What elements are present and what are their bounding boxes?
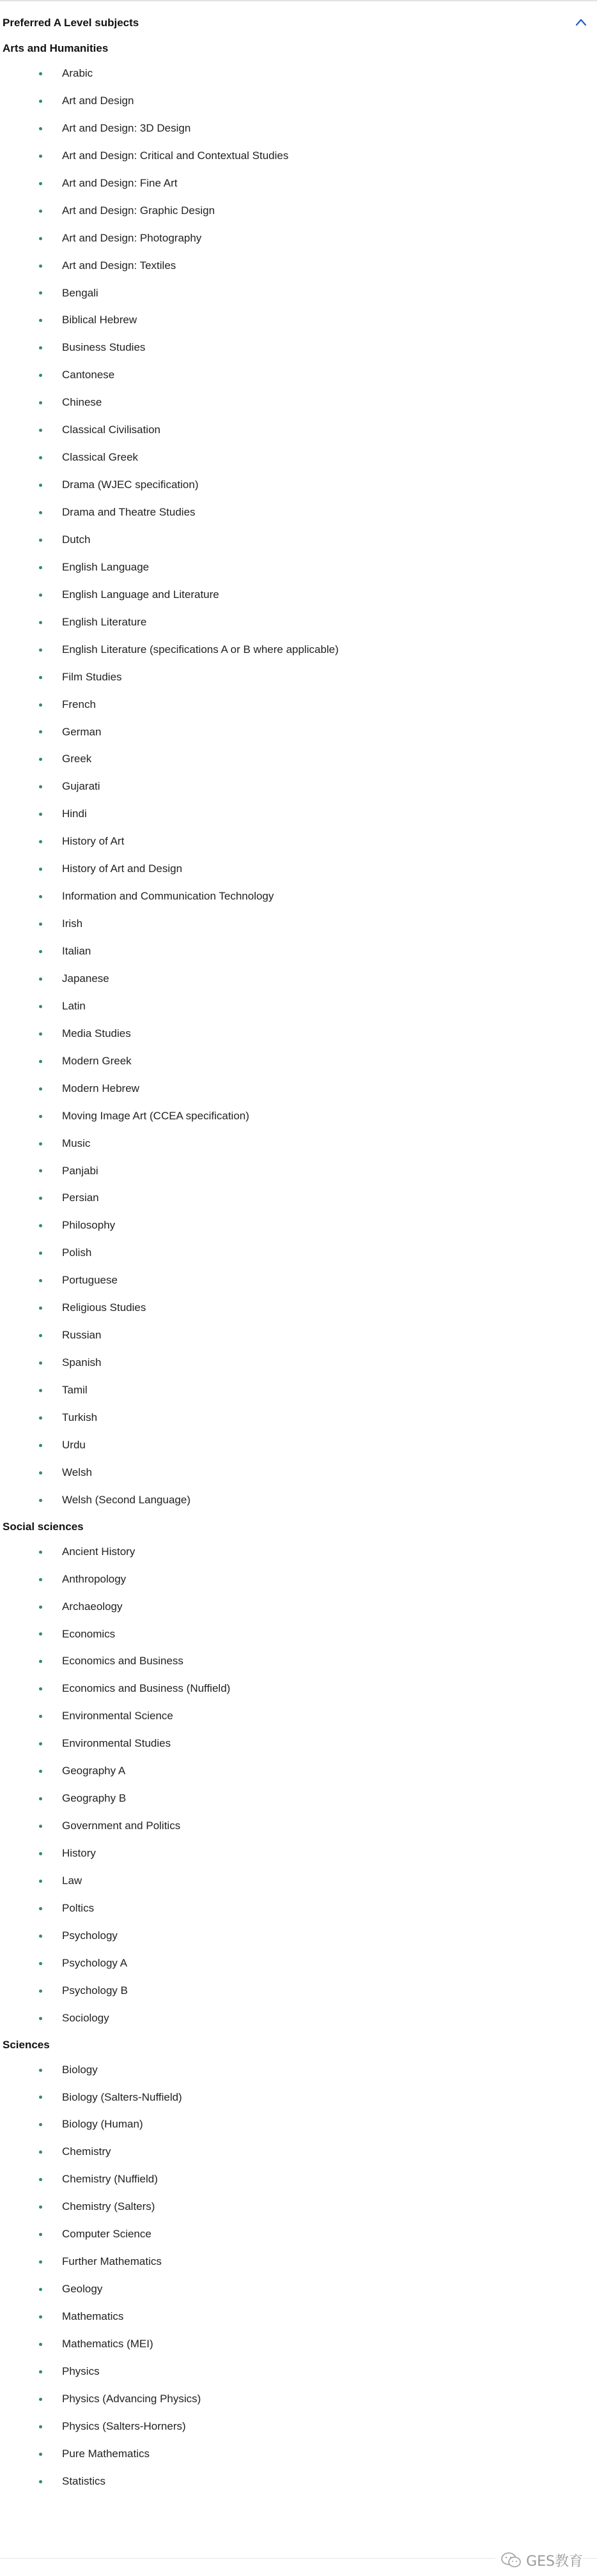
subject-list-item	[0, 801, 597, 828]
subject-label: Turkish	[62, 1411, 98, 1423]
subject-label: Chinese	[62, 396, 102, 409]
subject-label: Psychology	[62, 1929, 118, 1942]
bullet-icon	[39, 2398, 42, 2401]
bullet-icon	[39, 758, 42, 761]
bullet-icon	[39, 2069, 42, 2072]
subject-label: Spanish	[62, 1356, 102, 1369]
subject-label: Drama and Theatre Studies	[62, 506, 196, 518]
subject-list-item	[0, 2057, 597, 2084]
subject-label: Welsh	[62, 1466, 92, 1478]
bullet-icon	[39, 1907, 42, 1910]
subject-list-item	[0, 965, 597, 993]
subject-label: Latin	[62, 999, 86, 1012]
subject-list-item	[0, 88, 597, 115]
subject-label: Government and Politics	[62, 1820, 181, 1832]
bullet-icon	[39, 1935, 42, 1938]
subject-list-item	[0, 1294, 597, 1322]
bullet-icon	[39, 1770, 42, 1773]
bullet-icon	[39, 840, 42, 843]
subject-list-item	[0, 1377, 597, 1404]
subject-label: Japanese	[62, 972, 109, 985]
bullet-icon	[39, 2370, 42, 2373]
subject-list-item	[0, 1020, 597, 1048]
subject-list-item	[0, 280, 597, 307]
subject-label: Classical Greek	[62, 451, 139, 464]
subject-list-item	[0, 1487, 597, 1514]
subject-list-item	[0, 2441, 597, 2468]
subject-list-item	[0, 1593, 597, 1621]
subject-label: Panjabi	[62, 1164, 98, 1177]
category-sciences	[0, 2034, 597, 2496]
bullet-icon	[39, 2017, 42, 2020]
subject-label: Sociology	[62, 2011, 109, 2024]
subject-list-item	[0, 362, 597, 389]
subject-label: Geography B	[62, 1792, 127, 1805]
subject-list	[0, 1538, 597, 2032]
subject-list-item	[0, 910, 597, 938]
bullet-icon	[39, 977, 42, 981]
subject-list-item	[0, 1566, 597, 1593]
subject-list-item	[0, 499, 597, 526]
subject-label: History of Art	[62, 835, 125, 848]
bullet-icon	[39, 1444, 42, 1447]
subject-list-item	[0, 993, 597, 1020]
bullet-icon	[39, 1632, 42, 1636]
subject-list-item	[0, 855, 597, 883]
subject-label: English Literature	[62, 615, 147, 628]
bullet-icon	[39, 374, 42, 377]
bullet-icon	[39, 1087, 42, 1091]
subject-list-item	[0, 581, 597, 609]
subject-label: Irish	[62, 917, 83, 930]
subject-label: Chemistry (Nuffield)	[62, 2173, 158, 2186]
bullet-icon	[39, 594, 42, 597]
chevron-up-icon[interactable]	[573, 14, 589, 31]
subject-list-item	[0, 1432, 597, 1459]
bullet-icon	[39, 1224, 42, 1227]
bullet-icon	[39, 2453, 42, 2456]
subject-label: English Language	[62, 560, 150, 573]
subject-label: Biology (Human)	[62, 2118, 143, 2131]
bullet-icon	[39, 539, 42, 542]
subject-label: Arabic	[62, 67, 93, 79]
subject-list-item	[0, 471, 597, 499]
subject-label: Religious Studies	[62, 1301, 146, 1314]
bullet-icon	[39, 1416, 42, 1420]
bullet-icon	[39, 1606, 42, 1609]
subject-label: English Literature (specifications A or B where applicable)	[62, 643, 339, 656]
bullet-icon	[39, 1687, 42, 1690]
subject-label: Geography A	[62, 1765, 126, 1777]
subject-list-item	[0, 2331, 597, 2358]
subject-list-item	[0, 2413, 597, 2441]
wechat-icon	[500, 2552, 522, 2568]
bullet-icon	[39, 100, 42, 103]
bullet-icon	[39, 1005, 42, 1008]
bullet-icon	[39, 291, 42, 295]
bullet-icon	[39, 950, 42, 953]
subject-list-item	[0, 1212, 597, 1239]
bullet-icon	[39, 785, 42, 788]
subject-list-item	[0, 334, 597, 362]
subject-label: Bengali	[62, 286, 98, 299]
subject-label: Greek	[62, 753, 92, 765]
watermark-text: GES教育	[526, 2553, 583, 2570]
subject-label: Art and Design: Textiles	[62, 259, 176, 272]
accordion-header-preferred-a-level-subjects[interactable]	[0, 12, 597, 34]
subject-label: Music	[62, 1137, 91, 1149]
bullet-icon	[39, 923, 42, 926]
bullet-icon	[39, 1825, 42, 1828]
subject-list-item	[0, 828, 597, 855]
bullet-icon	[39, 676, 42, 679]
subject-list-item	[0, 1922, 597, 1950]
bullet-icon	[39, 1852, 42, 1855]
subject-list-item	[0, 2386, 597, 2413]
subject-list-item	[0, 1158, 597, 1185]
category-title: Arts and Humanities	[3, 42, 109, 54]
subject-list-item	[0, 2276, 597, 2303]
subject-list-item	[0, 1621, 597, 1648]
subject-list	[0, 60, 597, 1514]
bullet-icon	[39, 1880, 42, 1883]
bullet-icon	[39, 1389, 42, 1392]
category-social-sciences	[0, 1515, 597, 2032]
footer	[0, 2549, 597, 2576]
subject-label: Portuguese	[62, 1274, 118, 1287]
bullet-icon	[39, 1715, 42, 1718]
subject-list-item	[0, 444, 597, 471]
subject-list-item	[0, 719, 597, 746]
subject-label: Art and Design: Fine Art	[62, 176, 178, 189]
subject-list-item	[0, 1239, 597, 1267]
subject-label: Mathematics (MEI)	[62, 2337, 153, 2350]
subject-list-item	[0, 1703, 597, 1730]
bullet-icon	[39, 2178, 42, 2181]
bullet-icon	[39, 2096, 42, 2099]
subject-list-item	[0, 1404, 597, 1432]
bullet-icon	[39, 2123, 42, 2126]
subject-list-item	[0, 1103, 597, 1130]
subject-label: Welsh (Second Language)	[62, 1493, 190, 1506]
subject-label: Archaeology	[62, 1600, 123, 1613]
subject-label: Biblical Hebrew	[62, 314, 137, 326]
subject-list-item	[0, 60, 597, 88]
subject-label: Physics (Advancing Physics)	[62, 2392, 201, 2405]
bullet-icon	[39, 2315, 42, 2319]
subject-label: Pure Mathematics	[62, 2447, 150, 2460]
subject-label: Biology	[62, 2063, 98, 2076]
bullet-icon	[39, 1142, 42, 1146]
bullet-icon	[39, 730, 42, 733]
bullet-icon	[39, 2425, 42, 2428]
bullet-icon	[39, 429, 42, 432]
bullet-icon	[39, 1169, 42, 1172]
subject-label: Psychology A	[62, 1956, 128, 1969]
subject-list-item	[0, 2468, 597, 2496]
bullet-icon	[39, 1742, 42, 1745]
category-title: Social sciences	[3, 1520, 84, 1533]
bullet-icon	[39, 264, 42, 268]
accordion-title: Preferred A Level subjects	[3, 17, 139, 29]
bullet-icon	[39, 648, 42, 652]
subject-label: History	[62, 1847, 96, 1859]
subject-label: Drama (WJEC specification)	[62, 479, 199, 491]
subject-list-item	[0, 2303, 597, 2331]
bullet-icon	[39, 127, 42, 130]
subject-label: Ancient History	[62, 1545, 136, 1558]
bullet-icon	[39, 2343, 42, 2346]
subject-list-item	[0, 1785, 597, 1813]
subject-label: Economics and Business (Nuffield)	[62, 1682, 231, 1695]
bullet-icon	[39, 72, 42, 75]
subject-label: Tamil	[62, 1384, 88, 1396]
subject-label: Film Studies	[62, 670, 122, 683]
bullet-icon	[39, 2288, 42, 2291]
bullet-icon	[39, 1471, 42, 1475]
bullet-icon	[39, 1989, 42, 1993]
bullet-icon	[39, 868, 42, 871]
subject-list-item	[0, 773, 597, 801]
subject-label: Cantonese	[62, 369, 115, 381]
bullet-icon	[39, 210, 42, 213]
subject-list-item	[0, 2138, 597, 2166]
subject-list-item	[0, 1075, 597, 1103]
subject-list-item	[0, 2005, 597, 2032]
bullet-icon	[39, 1551, 42, 1554]
bullet-icon	[39, 1197, 42, 1200]
subject-list-item	[0, 2166, 597, 2193]
bullet-icon	[39, 703, 42, 707]
bullet-icon	[39, 1499, 42, 1502]
bullet-icon	[39, 621, 42, 624]
subject-list-item	[0, 691, 597, 719]
subject-label: Modern Hebrew	[62, 1082, 139, 1094]
subject-label: Chemistry	[62, 2145, 111, 2158]
subject-list-item	[0, 1349, 597, 1377]
subject-label: Information and Communication Technology	[62, 890, 274, 903]
subject-list-item	[0, 1758, 597, 1785]
subject-label: Modern Greek	[62, 1054, 132, 1067]
subject-list-item	[0, 1267, 597, 1294]
accordion-content	[0, 37, 597, 2497]
subject-list-item	[0, 883, 597, 910]
subject-list-item	[0, 1840, 597, 1867]
subject-list-item	[0, 1048, 597, 1075]
subject-label: Classical Civilisation	[62, 424, 160, 436]
bullet-icon	[39, 895, 42, 898]
subject-label: Physics	[62, 2365, 100, 2377]
bullet-icon	[39, 2233, 42, 2236]
bullet-icon	[39, 1797, 42, 1800]
subject-label: Psychology B	[62, 1984, 128, 1997]
subject-label: Chemistry (Salters)	[62, 2200, 155, 2213]
subject-list-item	[0, 1322, 597, 1349]
subject-list-item	[0, 2358, 597, 2386]
subject-label: Poltics	[62, 1901, 95, 1914]
subject-list-item	[0, 170, 597, 197]
subject-label: Philosophy	[62, 1219, 116, 1232]
subject-list-item	[0, 1977, 597, 2005]
subject-label: Biology (Salters-Nuffield)	[62, 2090, 182, 2103]
subject-list-item	[0, 225, 597, 252]
subject-label: Statistics	[62, 2474, 106, 2487]
subject-list-item	[0, 389, 597, 417]
bullet-icon	[39, 237, 42, 240]
bullet-icon	[39, 1361, 42, 1365]
subject-list-item	[0, 938, 597, 965]
bullet-icon	[39, 2205, 42, 2209]
subject-list-item	[0, 1813, 597, 1840]
subject-label: Law	[62, 1874, 82, 1887]
bullet-icon	[39, 155, 42, 158]
subject-list-item	[0, 115, 597, 142]
bullet-icon	[39, 456, 42, 459]
bullet-icon	[39, 1115, 42, 1118]
subject-list-item	[0, 1950, 597, 1977]
subject-label: Media Studies	[62, 1027, 131, 1039]
subject-label: Moving Image Art (CCEA specification)	[62, 1109, 249, 1122]
subject-list-item	[0, 2221, 597, 2248]
subject-label: Art and Design	[62, 94, 134, 107]
subject-list-item	[0, 1730, 597, 1758]
bullet-icon	[39, 511, 42, 514]
subject-label: Gujarati	[62, 780, 100, 793]
subject-list-item	[0, 2111, 597, 2138]
subject-list-item	[0, 307, 597, 334]
subject-label: Italian	[62, 945, 91, 957]
subject-label: Economics and Business	[62, 1655, 183, 1667]
bullet-icon	[39, 1307, 42, 1310]
subject-list-item	[0, 526, 597, 554]
category-title: Sciences	[3, 2038, 50, 2051]
subject-list-item	[0, 609, 597, 636]
bullet-icon	[39, 1060, 42, 1063]
watermark	[495, 2549, 583, 2571]
bullet-icon	[39, 319, 42, 322]
bullet-icon	[39, 2480, 42, 2483]
subject-list-item	[0, 252, 597, 280]
subject-list-item	[0, 417, 597, 444]
subject-label: Hindi	[62, 808, 87, 820]
subject-list-item	[0, 1867, 597, 1895]
subject-label: Art and Design: Graphic Design	[62, 204, 215, 217]
subject-list-item	[0, 746, 597, 773]
bullet-icon	[39, 1660, 42, 1663]
bullet-icon	[39, 1279, 42, 1282]
bullet-icon	[39, 1032, 42, 1036]
bullet-icon	[39, 1962, 42, 1965]
subject-list-item	[0, 1184, 597, 1212]
subject-list-item	[0, 636, 597, 664]
subject-list-item	[0, 142, 597, 170]
subject-label: Further Mathematics	[62, 2255, 162, 2268]
subject-label: Art and Design: Photography	[62, 231, 202, 244]
subject-label: Economics	[62, 1627, 116, 1640]
bullet-icon	[39, 182, 42, 185]
subject-label: Polish	[62, 1246, 92, 1259]
bullet-icon	[39, 1578, 42, 1581]
subject-label: Physics (Salters-Horners)	[62, 2419, 186, 2432]
subject-label: Geology	[62, 2283, 103, 2296]
bullet-icon	[39, 1252, 42, 1255]
bullet-icon	[39, 346, 42, 349]
subject-list-item	[0, 1538, 597, 1566]
subject-list-item	[0, 1895, 597, 1922]
bullet-icon	[39, 1334, 42, 1337]
subject-list-item	[0, 2084, 597, 2112]
bullet-icon	[39, 2150, 42, 2154]
subject-list-item	[0, 664, 597, 691]
subject-list-item	[0, 1675, 597, 1703]
subject-label: History of Art and Design	[62, 862, 183, 875]
subject-list-item	[0, 2193, 597, 2221]
subject-label: Business Studies	[62, 341, 146, 354]
subject-label: French	[62, 698, 96, 710]
subject-label: Russian	[62, 1329, 102, 1342]
bullet-icon	[39, 2260, 42, 2264]
subject-label: Anthropology	[62, 1572, 127, 1585]
bullet-icon	[39, 813, 42, 816]
top-divider	[0, 0, 597, 1]
subject-list-item	[0, 554, 597, 581]
bullet-icon	[39, 566, 42, 569]
subject-label: Dutch	[62, 533, 91, 546]
bullet-icon	[39, 401, 42, 404]
subject-label: English Language and Literature	[62, 588, 219, 601]
subject-label: Urdu	[62, 1438, 86, 1451]
subject-label: Environmental Studies	[62, 1737, 171, 1750]
subject-label: Environmental Science	[62, 1710, 173, 1722]
subject-label: Computer Science	[62, 2228, 151, 2241]
subject-label: Art and Design: 3D Design	[62, 121, 191, 134]
subject-list-item	[0, 197, 597, 225]
subject-list-item	[0, 1130, 597, 1158]
subject-label: Art and Design: Critical and Contextual Studies	[62, 149, 289, 162]
subject-list-item	[0, 1648, 597, 1675]
subject-label: Mathematics	[62, 2310, 124, 2322]
subject-list-item	[0, 1459, 597, 1487]
subject-list-item	[0, 2248, 597, 2276]
subject-label: German	[62, 725, 102, 738]
subject-label: Persian	[62, 1192, 99, 1204]
bullet-icon	[39, 484, 42, 487]
subject-list	[0, 2057, 597, 2496]
category-arts-and-humanities	[0, 37, 597, 1514]
